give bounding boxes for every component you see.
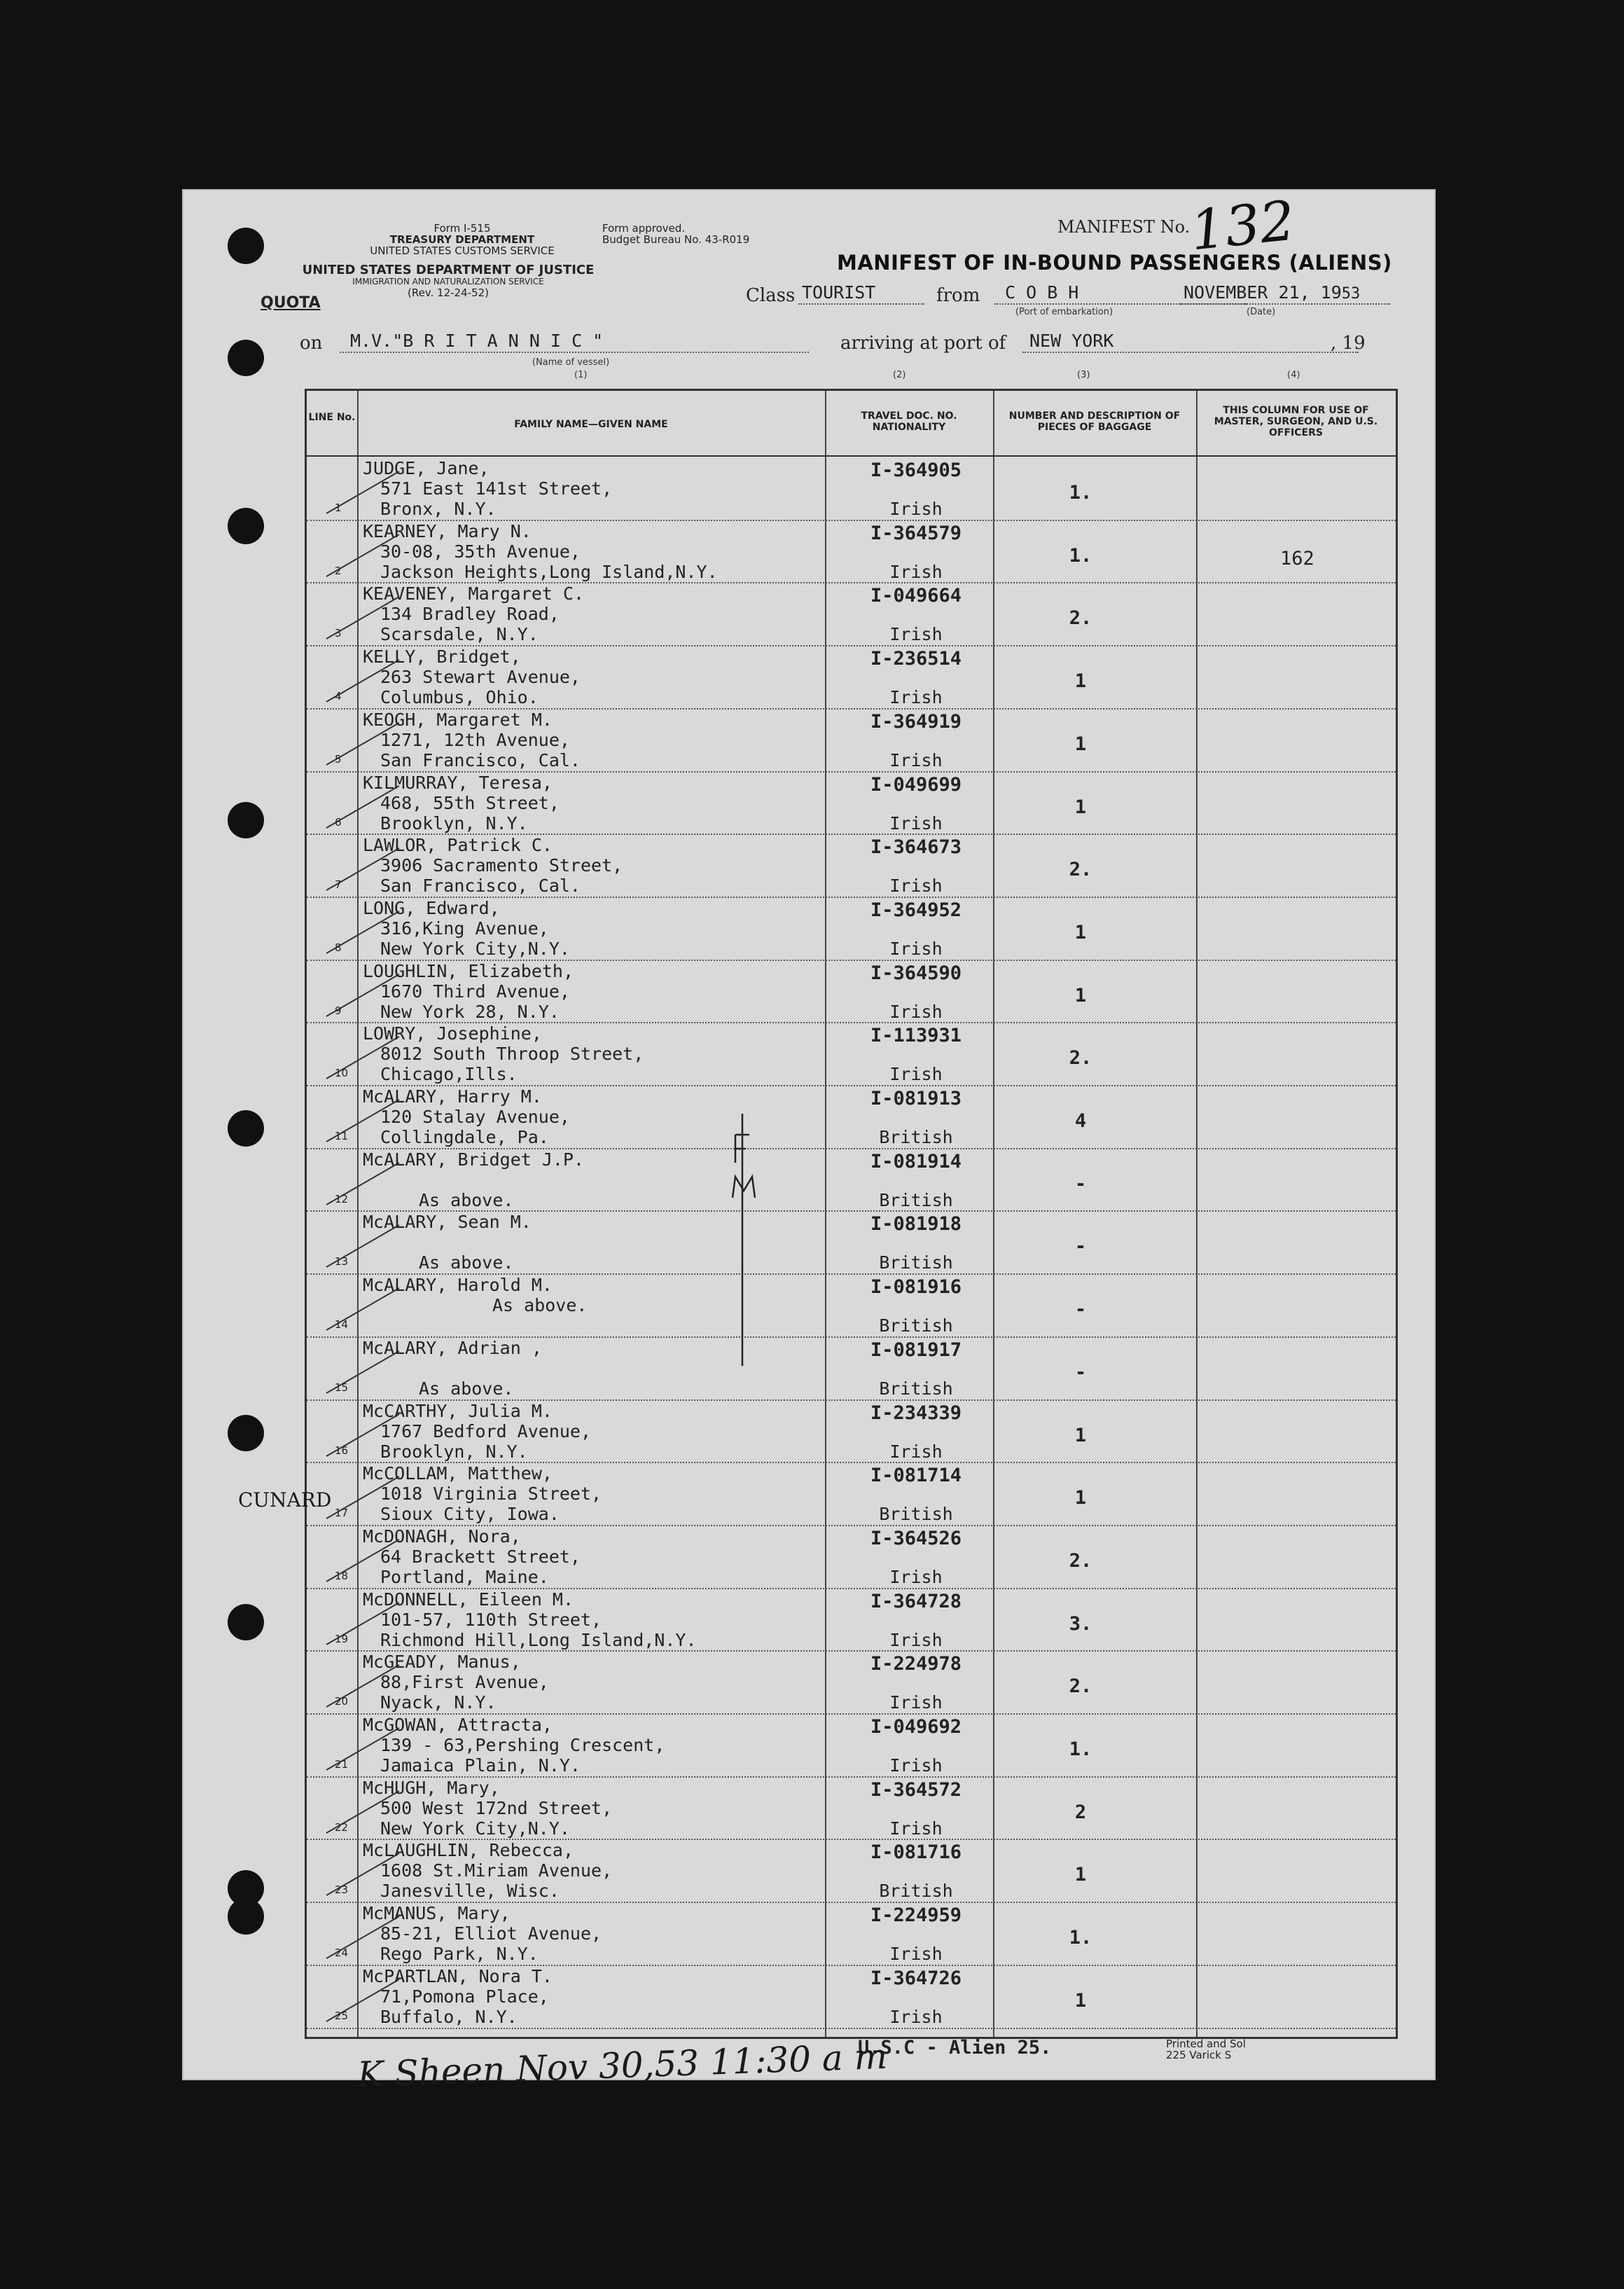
page-title: MANIFEST OF IN-BOUND PASSENGERS (ALIENS)	[837, 251, 1392, 275]
travel-doc-number: I-224959	[870, 1904, 962, 1927]
address-city: Chicago,Ills.	[380, 1064, 518, 1085]
baggage-count: 1	[1074, 921, 1087, 943]
travel-doc-number: I-081716	[870, 1841, 962, 1864]
table-row	[307, 1210, 1396, 1273]
address-street: 30-08, 35th Avenue,	[380, 541, 581, 562]
line-number: 21	[335, 1758, 349, 1771]
table-row	[307, 708, 1396, 770]
travel-doc-number: I-364579	[870, 522, 962, 544]
baggage-count: 1	[1074, 670, 1087, 693]
passenger-name: JUDGE, Jane,	[363, 458, 490, 478]
passenger-name: McPARTLAN, Nora T.	[363, 1965, 553, 1986]
address-street: 1018 Virginia Street,	[380, 1484, 602, 1505]
date-underline	[1180, 303, 1390, 305]
address-street: 1271, 12th Avenue,	[380, 729, 570, 750]
nationality: Irish	[889, 1818, 943, 1839]
nationality: Irish	[889, 876, 943, 897]
table-row	[307, 645, 1396, 707]
address-street: 263 Stewart Avenue,	[380, 667, 581, 688]
baggage-count: -	[1074, 1173, 1087, 1195]
passenger-name: LOWRY, Josephine,	[363, 1023, 542, 1044]
nationality: Irish	[889, 938, 943, 959]
travel-doc-number: I-364590	[870, 962, 962, 984]
nationality: British	[879, 1315, 953, 1336]
address-city: Portland, Maine.	[380, 1566, 549, 1587]
address-city: Janesville, Wisc.	[380, 1881, 560, 1902]
table-row	[307, 1588, 1396, 1650]
line-number: 17	[335, 1507, 349, 1520]
baggage-count: 2.	[1069, 607, 1092, 630]
vessel-underline	[340, 352, 809, 353]
nationality: Irish	[889, 1064, 943, 1085]
line-number: 10	[335, 1067, 349, 1080]
line-number: 3	[335, 627, 342, 640]
col2-caption: (2)	[893, 370, 906, 380]
port-caption: (Port of embarkation)	[1015, 307, 1113, 317]
department-block: UNITED STATES DEPARTMENT OF JUSTICE IMMIGRATION AND NATURALIZATION SERVICE (Rev. 12-24-52)	[302, 263, 595, 299]
line-number: 13	[335, 1255, 349, 1268]
passenger-name: McALARY, Bridget J.P.	[363, 1149, 585, 1170]
officer-note: 162	[1280, 547, 1314, 569]
baggage-count: 4	[1074, 1110, 1087, 1132]
manifest-sheet	[182, 189, 1436, 2096]
nationality: British	[879, 1252, 953, 1273]
baggage-count: 1	[1074, 1989, 1087, 2012]
line-number: 4	[335, 690, 342, 703]
baggage-count: 2.	[1069, 1675, 1092, 1698]
travel-doc-number: I-234339	[870, 1402, 962, 1424]
line-number: 9	[335, 1004, 342, 1017]
arriving-label: arriving at port of	[840, 333, 1006, 354]
nationality: Irish	[889, 812, 943, 834]
address-city: Jackson Heights,Long Island,N.Y.	[380, 561, 718, 582]
line-number: 12	[335, 1192, 349, 1205]
baggage-count: 1.	[1069, 1738, 1092, 1760]
address-street: 134 Bradley Road,	[380, 604, 560, 625]
nationality: British	[879, 1378, 953, 1399]
punch-hole	[228, 340, 264, 376]
date-caption: (Date)	[1247, 307, 1276, 317]
address-street: 571 East 141st Street,	[380, 478, 613, 499]
col4-caption: (4)	[1287, 370, 1300, 380]
address-street: 139 - 63,Pershing Crescent,	[380, 1735, 665, 1755]
nationality: Irish	[889, 624, 943, 645]
address-street: 1608 St.Miriam Avenue,	[380, 1860, 613, 1881]
nationality: Irish	[889, 1692, 943, 1713]
address-city: As above.	[419, 1189, 514, 1210]
baggage-count: 1	[1074, 796, 1087, 818]
baggage-count: -	[1074, 1236, 1087, 1258]
passenger-name: LOUGHLIN, Elizabeth,	[363, 960, 574, 981]
arrival-port: NEW YORK	[1029, 331, 1114, 351]
nationality: Irish	[889, 1944, 943, 1965]
address-street: 71,Pomona Place,	[380, 1986, 549, 2007]
punch-hole	[228, 1110, 264, 1147]
arrival-year-label: , 19	[1331, 333, 1366, 354]
travel-doc-number: I-364572	[870, 1778, 962, 1801]
on-label: on	[300, 333, 323, 354]
address-street: 3906 Sacramento Street,	[380, 855, 623, 876]
travel-doc-number: I-081916	[870, 1276, 962, 1299]
margin-note-cunard: CUNARD	[238, 1488, 332, 1512]
class-value: TOURIST	[802, 282, 876, 303]
table-row	[307, 582, 1396, 644]
table-row	[307, 1776, 1396, 1839]
address-street: 1767 Bedford Avenue,	[380, 1420, 592, 1441]
address-street: 1670 Third Avenue,	[380, 981, 570, 1002]
class-underline	[798, 303, 924, 305]
vessel-caption: (Name of vessel)	[532, 357, 610, 368]
travel-doc-number: I-364905	[870, 459, 962, 481]
nationality: British	[879, 1189, 953, 1210]
passenger-name: KEARNEY, Mary N.	[363, 520, 532, 541]
travel-doc-number: I-081918	[870, 1213, 962, 1236]
nationality: Irish	[889, 1566, 943, 1587]
row-divider	[307, 2028, 1396, 2029]
baggage-count: 1	[1074, 1864, 1087, 1886]
address-street: 88,First Avenue,	[380, 1672, 549, 1693]
passenger-name: McGOWAN, Attracta,	[363, 1715, 553, 1735]
from-label: from	[936, 285, 980, 306]
address-city: As above.	[419, 1252, 514, 1273]
travel-doc-number: I-364728	[870, 1590, 962, 1612]
col-header-officers: THIS COLUMN FOR USE OF MASTER, SURGEON, AND U.S. OFFICERS	[1214, 405, 1378, 438]
punch-hole	[228, 508, 264, 544]
form-approved-block: Form approved. Budget Bureau No. 43-R019	[602, 222, 750, 246]
nationality: Irish	[889, 1755, 943, 1776]
line-number: 7	[335, 878, 342, 892]
nationality: British	[879, 1504, 953, 1525]
line-number: 20	[335, 1695, 349, 1708]
alien-stamp: U.S.C - Alien 25.	[858, 2037, 1052, 2059]
address-city: Nyack, N.Y.	[380, 1692, 497, 1713]
passenger-name: KELLY, Bridget,	[363, 646, 521, 668]
line-number: 22	[335, 1820, 349, 1834]
table-row	[307, 1273, 1396, 1336]
travel-doc-number: I-081914	[870, 1150, 962, 1173]
address-city: Sioux City, Iowa.	[380, 1504, 560, 1525]
table-row	[307, 960, 1396, 1022]
table-row	[307, 1650, 1396, 1713]
passenger-name: KILMURRAY, Teresa,	[363, 772, 553, 793]
line-number: 14	[335, 1318, 349, 1332]
travel-doc-number: I-364673	[870, 836, 962, 859]
nationality: British	[879, 1881, 953, 1902]
table-row	[307, 1839, 1396, 1901]
address-city: Brooklyn, N.Y.	[380, 812, 528, 834]
nationality: Irish	[889, 749, 943, 770]
travel-doc-number: I-049699	[870, 773, 962, 796]
line-number: 23	[335, 1883, 349, 1897]
table-row	[307, 1525, 1396, 1587]
passenger-name: McHUGH, Mary,	[363, 1777, 500, 1798]
table-row	[307, 520, 1396, 582]
passenger-name: McDONNELL, Eileen M.	[363, 1589, 574, 1610]
nationality: British	[879, 1127, 953, 1147]
passenger-name: McLAUGHLIN, Rebecca,	[363, 1840, 574, 1861]
passenger-name: McALARY, Sean M.	[363, 1212, 532, 1233]
address-city: New York City,N.Y.	[380, 938, 570, 959]
col-header-line-no: LINE No.	[308, 412, 356, 423]
form-id-block: Form I-515 TREASURY DEPARTMENT UNITED STATES CUSTOMS SERVICE	[370, 222, 555, 257]
address-city: Rego Park, N.Y.	[380, 1944, 539, 1965]
line-number: 8	[335, 941, 342, 954]
passenger-name: McALARY, Harry M.	[363, 1086, 542, 1107]
table-row	[307, 897, 1396, 959]
address-city: Jamaica Plain, N.Y.	[380, 1755, 581, 1776]
col-header-name: FAMILY NAME—GIVEN NAME	[514, 419, 668, 430]
address-city: Collingdale, Pa.	[380, 1127, 549, 1147]
passenger-name: KEAVENEY, Margaret C.	[363, 583, 585, 604]
address-street: 64 Brackett Street,	[380, 1546, 581, 1567]
manifest-number-value: 132	[1187, 189, 1298, 263]
nationality: Irish	[889, 561, 943, 582]
baggage-count: 1.	[1069, 544, 1092, 567]
line-number: 5	[335, 752, 342, 766]
table-row	[307, 1713, 1396, 1776]
baggage-count: 1	[1074, 984, 1087, 1007]
table-row	[307, 1399, 1396, 1462]
baggage-count: 1	[1074, 733, 1087, 755]
baggage-count: 3.	[1069, 1612, 1092, 1635]
col-header-baggage: NUMBER AND DESCRIPTION OF PIECES OF BAGGAGE	[1008, 410, 1181, 433]
address-street: 120 Stalay Avenue,	[380, 1107, 570, 1127]
address-street: As above.	[492, 1295, 588, 1316]
travel-doc-number: I-049692	[870, 1716, 962, 1738]
punch-hole	[228, 802, 264, 838]
address-city: New York City,N.Y.	[380, 1818, 570, 1839]
travel-doc-number: I-081917	[870, 1339, 962, 1361]
line-number: 25	[335, 2009, 349, 2022]
passenger-name: McMANUS, Mary,	[363, 1903, 511, 1924]
family-bracket	[721, 1107, 777, 1373]
handwritten-receipt: K Sheen Nov 30,53 11:30 a m	[356, 2035, 888, 2096]
baggage-count: -	[1074, 1299, 1087, 1321]
table-row	[307, 1462, 1396, 1524]
address-street: 8012 South Throop Street,	[380, 1044, 644, 1065]
address-city: Scarsdale, N.Y.	[380, 624, 539, 645]
travel-doc-number: I-236514	[870, 648, 962, 670]
line-number: 24	[335, 1946, 349, 1960]
address-city: Buffalo, N.Y.	[380, 2006, 518, 2027]
passenger-name: McALARY, Harold M.	[363, 1275, 553, 1296]
punch-hole	[228, 1898, 264, 1935]
port-of-embarkation: C O B H	[1005, 282, 1079, 303]
address-city: New York 28, N.Y.	[380, 1001, 560, 1022]
manifest-date: NOVEMBER 21, 1953	[1184, 282, 1361, 303]
table-row	[307, 1336, 1396, 1399]
travel-doc-number: I-364526	[870, 1527, 962, 1549]
vessel-name: M.V."B R I T A N N I C "	[350, 331, 604, 351]
class-label: Class	[746, 285, 796, 306]
table-row	[307, 771, 1396, 834]
address-city: Columbus, Ohio.	[380, 687, 539, 708]
address-street: 316,King Avenue,	[380, 918, 549, 939]
travel-doc-number: I-049664	[870, 585, 962, 607]
col-header-travel-doc: TRAVEL DOC. NO. NATIONALITY	[861, 410, 957, 433]
baggage-count: 2.	[1069, 1047, 1092, 1070]
col1-caption: (1)	[574, 370, 588, 380]
passenger-name: McCARTHY, Julia M.	[363, 1400, 553, 1421]
nationality: Irish	[889, 499, 943, 519]
baggage-count: 2	[1074, 1801, 1087, 1823]
baggage-count: -	[1074, 1361, 1087, 1383]
passenger-name: McALARY, Adrian ,	[363, 1337, 542, 1358]
address-street: 468, 55th Street,	[380, 792, 560, 813]
travel-doc-number: I-364919	[870, 710, 962, 733]
address-city: San Francisco, Cal.	[380, 749, 581, 770]
baggage-count: 1	[1074, 1424, 1087, 1446]
address-city: Richmond Hill,Long Island,N.Y.	[380, 1629, 697, 1650]
travel-doc-number: I-113931	[870, 1025, 962, 1047]
address-city: As above.	[419, 1378, 514, 1399]
baggage-count: 2.	[1069, 859, 1092, 881]
baggage-count: 1	[1074, 1487, 1087, 1509]
line-number: 19	[335, 1632, 349, 1645]
travel-doc-number: I-364952	[870, 899, 962, 921]
line-number: 11	[335, 1130, 349, 1142]
line-number: 16	[335, 1444, 349, 1457]
manifest-number-label: MANIFEST No.	[1057, 217, 1191, 237]
baggage-count: 2.	[1069, 1549, 1092, 1572]
passenger-name: McCOLLAM, Matthew,	[363, 1463, 553, 1484]
col3-caption: (3)	[1077, 370, 1090, 380]
nationality: Irish	[889, 1001, 943, 1022]
passenger-name: LAWLOR, Patrick C.	[363, 835, 553, 856]
travel-doc-number: I-364726	[870, 1967, 962, 1989]
table-row	[307, 457, 1396, 519]
address-street: 101-57, 110th Street,	[380, 1609, 602, 1630]
baggage-count: 1.	[1069, 482, 1092, 504]
address-street: 85-21, Elliot Avenue,	[380, 1923, 602, 1944]
printer-note: Printed and Sol 225 Varick S	[1166, 2038, 1246, 2061]
table-row	[307, 1902, 1396, 1964]
address-street: 500 West 172nd Street,	[380, 1797, 613, 1818]
quota-label: QUOTA	[261, 294, 321, 312]
nationality: Irish	[889, 687, 943, 708]
table-row	[307, 1085, 1396, 1147]
passenger-table	[305, 389, 1398, 2039]
table-row	[307, 834, 1396, 896]
line-number: 6	[335, 815, 342, 829]
travel-doc-number: I-081913	[870, 1088, 962, 1109]
baggage-count: 1.	[1069, 1927, 1092, 1949]
nationality: Irish	[889, 1441, 943, 1462]
address-city: Brooklyn, N.Y.	[380, 1441, 528, 1462]
travel-doc-number: I-224978	[870, 1653, 962, 1675]
table-row	[307, 1022, 1396, 1084]
punch-hole	[228, 228, 264, 264]
nationality: Irish	[889, 1629, 943, 1650]
line-number: 2	[335, 564, 342, 577]
punch-hole	[228, 1415, 264, 1451]
line-number: 15	[335, 1381, 349, 1394]
address-city: Bronx, N.Y.	[380, 499, 497, 519]
passenger-name: LONG, Edward,	[363, 897, 500, 918]
line-number: 18	[335, 1569, 349, 1582]
passenger-name: McGEADY, Manus,	[363, 1652, 521, 1673]
address-city: San Francisco, Cal.	[380, 876, 581, 897]
arrival-underline	[1022, 352, 1359, 353]
table-row	[307, 1148, 1396, 1210]
passenger-name: McDONAGH, Nora,	[363, 1526, 521, 1547]
passenger-name: KEOGH, Margaret M.	[363, 709, 553, 730]
table-row	[307, 1965, 1396, 2027]
line-number: 1	[335, 502, 342, 514]
nationality: Irish	[889, 2006, 943, 2027]
punch-hole	[228, 1604, 264, 1640]
travel-doc-number: I-081714	[870, 1465, 962, 1487]
